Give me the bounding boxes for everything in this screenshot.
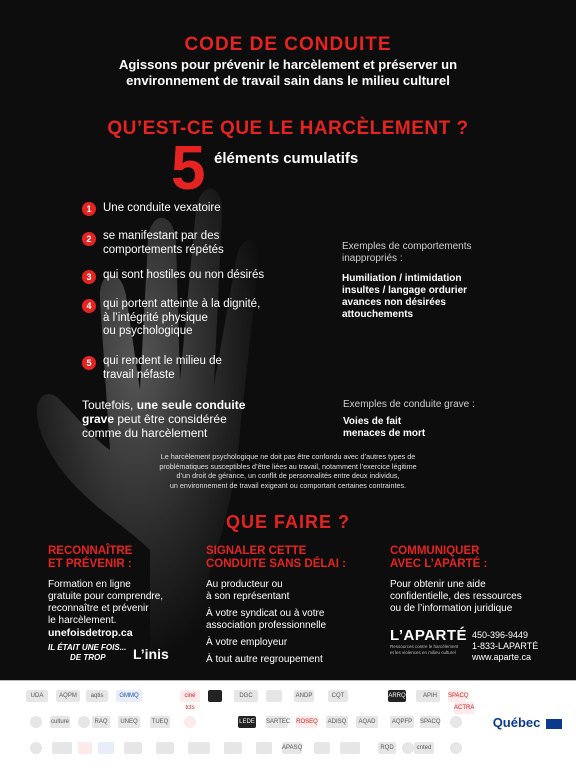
partner-logo: SPACQ bbox=[448, 690, 466, 702]
column-text: association professionnelle bbox=[206, 620, 327, 631]
element-text bbox=[103, 269, 264, 283]
partner-logo: ADISQ bbox=[326, 716, 348, 728]
partner-logo bbox=[340, 742, 360, 754]
grave-text: Toutefois, bbox=[82, 398, 137, 412]
aparte-tagline: Ressources contre le harcèlement bbox=[390, 644, 459, 649]
example-item: Humiliation / intimidation bbox=[342, 273, 462, 284]
partner-logo bbox=[184, 716, 196, 728]
subtitle-line: environnement de travail sain dans le milieu culturel bbox=[126, 73, 450, 88]
element-line: qui portent atteinte à la dignité, bbox=[103, 298, 261, 310]
example-item: insultes / langage ordurier bbox=[342, 285, 468, 296]
column-text: gratuite pour comprendre, bbox=[48, 591, 164, 602]
partner-logo: APIH bbox=[420, 690, 440, 702]
number-badge: 1 bbox=[82, 202, 96, 216]
examples-heading: Exemples de conduite grave : bbox=[343, 399, 475, 410]
phone-number[interactable]: 450-396-9449 bbox=[472, 630, 529, 640]
partner-logo bbox=[30, 716, 42, 728]
partner-logo: SPACQ bbox=[420, 716, 440, 728]
column-heading: ET PRÉVENIR : bbox=[48, 557, 132, 570]
partner-logo bbox=[266, 690, 282, 702]
column-text: confidentielle, des ressources bbox=[390, 591, 522, 602]
number-badge: 2 bbox=[82, 232, 96, 246]
number-badge: 5 bbox=[82, 356, 96, 370]
big-number-label: éléments cumulatifs bbox=[214, 150, 359, 167]
column-text: le harcèlement. bbox=[48, 615, 117, 626]
big-number: 5 bbox=[171, 134, 206, 203]
column-text: ou de l’information juridique bbox=[390, 603, 513, 614]
aparte-logo bbox=[390, 627, 470, 655]
partner-logo: culture bbox=[50, 716, 70, 728]
partner-logo: AQPFP bbox=[390, 716, 414, 728]
element-text bbox=[103, 298, 260, 339]
column-recognize bbox=[48, 545, 198, 639]
partner-logo bbox=[124, 742, 142, 754]
partner-logo: ACTRA bbox=[454, 702, 474, 714]
partner-logo: AQAD bbox=[356, 716, 378, 728]
unefoisdetrop-link[interactable]: unefoisdetrop.ca bbox=[48, 627, 133, 639]
aparte-website-link[interactable]: www.aparte.ca bbox=[472, 652, 532, 662]
grave-line bbox=[82, 398, 272, 412]
quebec-logo bbox=[493, 715, 562, 730]
aparte-contact bbox=[472, 630, 562, 663]
examples-heading: Exemples de comportements bbox=[342, 241, 472, 252]
partner-logo: CQT bbox=[328, 690, 348, 702]
column-text: Pour obtenir une aide bbox=[390, 579, 486, 590]
grave-line bbox=[82, 412, 272, 426]
column-heading: RECONNAÎTRE bbox=[48, 545, 133, 557]
partner-logo: TUEQ bbox=[150, 716, 170, 728]
grave-bold: grave bbox=[82, 412, 115, 426]
example-item: Voies de fait bbox=[343, 416, 402, 427]
column-text: À tout autre regroupement bbox=[206, 654, 323, 665]
quebec-logo-text: Québec bbox=[492, 715, 541, 730]
example-item: menaces de mort bbox=[343, 428, 426, 439]
column-communicate bbox=[390, 545, 560, 615]
partner-logo bbox=[402, 742, 414, 754]
inis-logo: L’inis bbox=[133, 646, 169, 662]
disclaimer bbox=[90, 452, 486, 490]
partner-logo bbox=[450, 716, 462, 728]
partner-logo: cnted bbox=[414, 742, 434, 754]
aparte-logo-text: L’APARTÉ bbox=[390, 627, 468, 644]
column-text: à son représentant bbox=[206, 591, 290, 602]
partner-logo: RQD bbox=[378, 742, 396, 754]
partner-logo: DGC bbox=[234, 690, 258, 702]
partner-logo: SARTEC bbox=[266, 716, 288, 728]
partner-logo bbox=[98, 742, 114, 754]
partner-logo: GMMQ bbox=[116, 690, 142, 702]
partner-logo: ARRQ bbox=[388, 690, 406, 702]
phone-number[interactable]: 1-833-LAPARTÉ bbox=[472, 641, 539, 651]
grave-line: comme du harcèlement bbox=[82, 426, 208, 440]
column-text: Formation en ligne bbox=[48, 579, 131, 590]
disclaimer-line: Le harcèlement psychologique ne doit pas être confondu avec d’autres types de bbox=[160, 452, 416, 461]
grave-text: peut être considérée bbox=[114, 412, 227, 426]
grave-bold: une seule conduite bbox=[136, 398, 246, 412]
partner-logo: ciné tcts bbox=[180, 690, 200, 702]
subtitle-line: Agissons pour prévenir le harcèlement et préserver un bbox=[118, 57, 458, 72]
partner-logo: UDA bbox=[26, 690, 48, 702]
disclaimer-line: d’un droit de gérance, un conflit de personnalités entre deux individus, bbox=[176, 471, 400, 480]
que-faire-heading: QUE FAIRE ? bbox=[225, 512, 350, 532]
element-line: Une conduite vexatoire bbox=[103, 202, 221, 214]
column-report bbox=[206, 545, 376, 666]
partner-logos bbox=[0, 682, 576, 768]
column-heading: AVEC L’APARTÉ : bbox=[390, 557, 488, 570]
partner-logo: ANDP bbox=[294, 690, 314, 702]
column-text: À votre employeur bbox=[206, 637, 288, 648]
element-line: se manifestant par des bbox=[103, 230, 220, 242]
column-text: À votre syndicat ou à votre bbox=[206, 608, 325, 619]
partner-logo: APASQ bbox=[282, 742, 302, 754]
partner-logo bbox=[208, 690, 222, 702]
grave-paragraph bbox=[82, 398, 272, 440]
element-text bbox=[103, 202, 221, 216]
disclaimer-line: un environnement de travail exigeant ou comportant certaines contraintes. bbox=[169, 480, 407, 490]
number-badge: 4 bbox=[82, 299, 96, 313]
element-line: travail néfaste bbox=[103, 368, 175, 381]
example-item: avances non désirées bbox=[342, 297, 446, 308]
element-line: qui sont hostiles ou non désirés bbox=[103, 269, 265, 281]
logo-text: DE TROP bbox=[70, 653, 106, 662]
disclaimer-line: problématiques susceptibles d’être liées au travail, notamment l’exercice légitime bbox=[159, 461, 417, 471]
element-line: ou psychologique bbox=[103, 325, 193, 337]
unefoisdetrop-logo bbox=[48, 643, 128, 663]
column-text: Au producteur ou bbox=[206, 579, 283, 590]
examples-inappropriate bbox=[342, 241, 542, 321]
question-heading: QU’EST-CE QUE LE HARCÈLEMENT ? bbox=[107, 118, 469, 139]
aparte-tagline: et les violences en milieu culturel bbox=[390, 649, 456, 655]
column-text: reconnaître et prévenir bbox=[48, 603, 149, 614]
divider bbox=[0, 680, 576, 681]
examples-grave bbox=[343, 399, 543, 440]
example-item: attouchements bbox=[342, 309, 414, 320]
element-line: qui rendent le milieu de bbox=[103, 355, 222, 367]
partner-logo: ROSEQ bbox=[296, 716, 318, 728]
number-badge: 3 bbox=[82, 270, 96, 284]
page-title: CODE DE CONDUITE bbox=[184, 34, 392, 55]
partner-logo bbox=[156, 742, 174, 754]
partner-logo: aqtis bbox=[86, 690, 108, 702]
logo-text: IL ÉTAIT UNE FOIS... bbox=[48, 643, 127, 652]
element-text bbox=[103, 355, 222, 382]
partner-logo bbox=[78, 716, 90, 728]
page-subtitle bbox=[60, 57, 516, 89]
examples-heading: inappropriés : bbox=[342, 253, 403, 264]
column-heading: COMMUNIQUER bbox=[390, 545, 480, 557]
partner-logo bbox=[30, 742, 42, 754]
quebec-flag-icon bbox=[546, 719, 562, 729]
partner-logo bbox=[450, 742, 462, 754]
partner-logo: UNEQ bbox=[118, 716, 140, 728]
partner-logo bbox=[188, 742, 210, 754]
partner-logo: LEDE bbox=[238, 716, 256, 728]
partner-logo bbox=[314, 742, 330, 754]
partner-logo: AQPM bbox=[56, 690, 80, 702]
partner-logo bbox=[52, 742, 72, 754]
partner-logo bbox=[78, 742, 92, 754]
partner-logo: RAQ bbox=[92, 716, 110, 728]
partner-logo bbox=[256, 742, 272, 754]
element-line: comportements répétés bbox=[103, 243, 224, 256]
partner-logo bbox=[224, 742, 242, 754]
column-heading: SIGNALER CETTE bbox=[206, 545, 307, 557]
element-line: à l’intégrité physique bbox=[103, 311, 208, 324]
column-heading: CONDUITE SANS DÉLAI : bbox=[206, 557, 346, 570]
element-text bbox=[103, 230, 224, 257]
